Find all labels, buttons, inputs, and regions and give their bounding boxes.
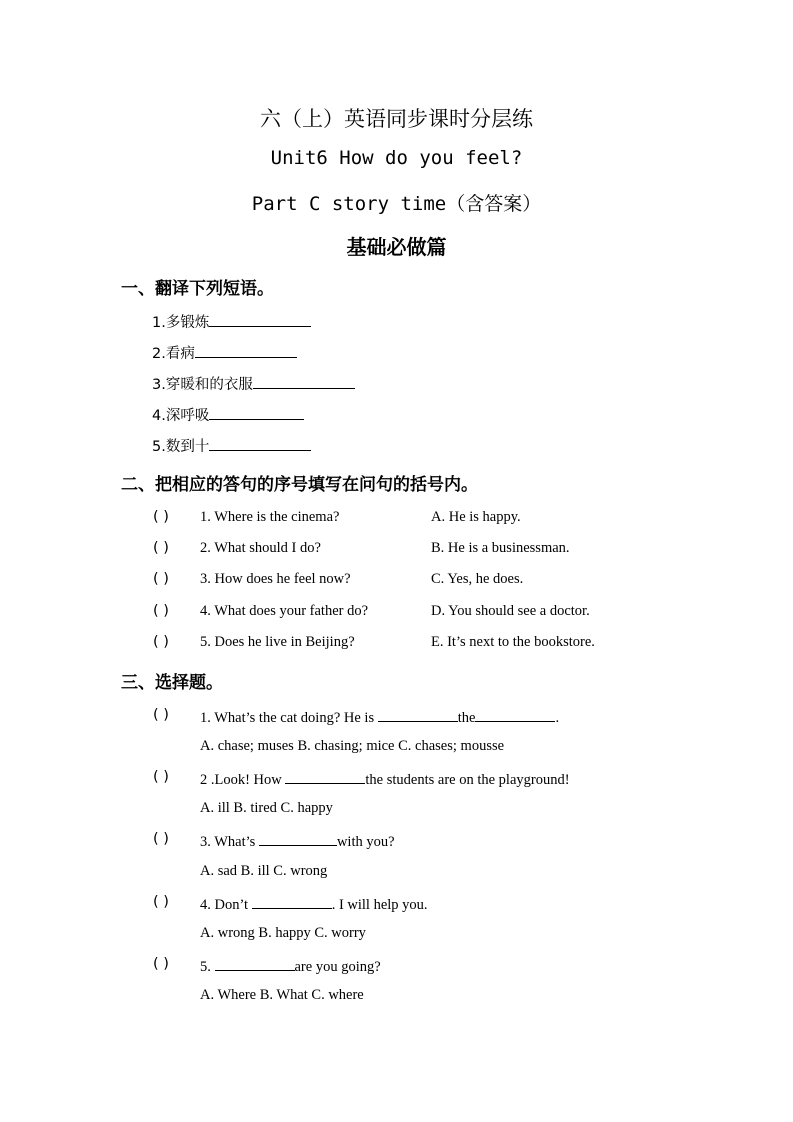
- translate-item: 5.数到十: [152, 435, 311, 456]
- answer-blank[interactable]: [259, 831, 337, 846]
- answer-paren[interactable]: ( ): [153, 509, 169, 525]
- choice-question: 3. What’s with you?: [200, 831, 395, 851]
- choice-options: A. wrong B. happy C. worry: [200, 925, 366, 941]
- worksheet-title: 六（上）英语同步课时分层练: [260, 107, 533, 131]
- choice-question: 1. What’s the cat doing? He is the .: [200, 707, 559, 727]
- section3-heading: 三、选择题。: [121, 673, 223, 693]
- answer-paren[interactable]: ( ): [153, 571, 169, 587]
- answer-blank[interactable]: [195, 343, 297, 358]
- answer-blank[interactable]: [215, 956, 295, 971]
- choice-options: A. ill B. tired C. happy: [200, 800, 333, 816]
- answer-blank[interactable]: [252, 894, 332, 909]
- answer-blank[interactable]: [475, 707, 555, 722]
- answer-paren[interactable]: ( ): [153, 707, 169, 723]
- answer-paren[interactable]: ( ): [153, 894, 169, 910]
- level-title: 基础必做篇: [346, 235, 447, 259]
- choice-options: A. chase; muses B. chasing; mice C. chases; mousse: [200, 738, 505, 754]
- choice-question: 5. are you going?: [200, 956, 381, 976]
- match-question: 4. What does your father do?: [200, 603, 369, 619]
- match-question: 2. What should I do?: [200, 540, 321, 556]
- match-answer: C. Yes, he does.: [431, 571, 524, 587]
- answer-paren[interactable]: ( ): [153, 769, 169, 785]
- choice-options: A. sad B. ill C. wrong: [200, 863, 328, 879]
- match-question: 1. Where is the cinema?: [200, 509, 340, 525]
- match-question: 3. How does he feel now?: [200, 571, 351, 587]
- section2-heading: 二、把相应的答句的序号填写在问句的括号内。: [121, 475, 478, 495]
- choice-question: 2 .Look! How the students are on the playground!: [200, 769, 570, 789]
- choice-question: 4. Don’t . I will help you.: [200, 894, 428, 914]
- answer-blank[interactable]: [209, 436, 311, 451]
- choice-options: A. Where B. What C. where: [200, 987, 364, 1003]
- part-title: Part C story time（含答案）: [251, 193, 542, 215]
- answer-blank[interactable]: [378, 707, 458, 722]
- section1-heading: 一、翻译下列短语。: [121, 279, 274, 299]
- answer-blank[interactable]: [209, 312, 311, 327]
- translate-item: 4.深呼吸: [152, 404, 304, 425]
- answer-paren[interactable]: ( ): [153, 831, 169, 847]
- match-answer: B. He is a businessman.: [431, 540, 570, 556]
- answer-paren[interactable]: ( ): [153, 956, 169, 972]
- match-answer: A. He is happy.: [431, 509, 521, 525]
- match-question: 5. Does he live in Beijing?: [200, 634, 355, 650]
- answer-blank[interactable]: [209, 405, 304, 420]
- match-answer: E. It’s next to the bookstore.: [431, 634, 595, 650]
- answer-blank[interactable]: [285, 769, 365, 784]
- translate-item: 1.多锻炼: [152, 311, 311, 332]
- answer-paren[interactable]: ( ): [153, 603, 169, 619]
- answer-paren[interactable]: ( ): [153, 634, 169, 650]
- translate-item: 2.看病: [152, 342, 297, 363]
- match-answer: D. You should see a doctor.: [431, 603, 590, 619]
- unit-title: Unit6 How do you feel?: [270, 147, 523, 169]
- answer-blank[interactable]: [253, 374, 355, 389]
- answer-paren[interactable]: ( ): [153, 540, 169, 556]
- translate-item: 3.穿暖和的衣服: [152, 373, 355, 394]
